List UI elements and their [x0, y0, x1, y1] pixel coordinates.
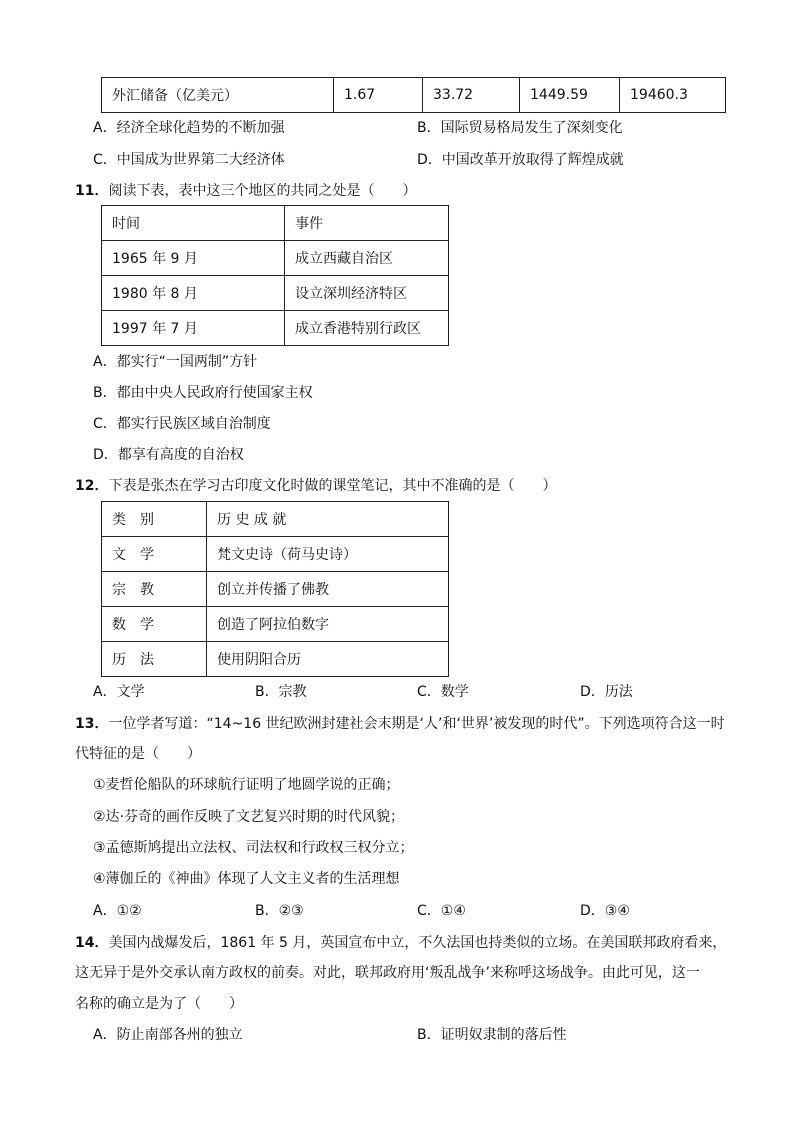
table-row — [102, 537, 449, 572]
q14-stem-line1 — [75, 932, 726, 952]
q14-stem-line3: 名称的确立是为了（ ） — [75, 996, 243, 1012]
table-cell: 历 法 — [102, 642, 207, 677]
q11-option-a: A．都实行“一国两制”方针 — [93, 354, 258, 370]
table-row — [102, 311, 449, 346]
q13-option-c: C．①④ — [417, 903, 466, 919]
q13-stem-line2: 代特征的是（ ） — [75, 746, 201, 762]
q14-stem-line2: 这无异于是外交承认南方政权的前奏。对此，联邦政府用‘叛乱战争’来称呼这场战争。由此可见，这一 — [75, 965, 700, 981]
table-cell: 梵文史诗（荷马史诗） — [207, 537, 449, 572]
table-cell: 33.72 — [423, 78, 520, 113]
q13-option-b: B．②③ — [255, 903, 304, 919]
q10-option-b: B．国际贸易格局发生了深刻变化 — [417, 120, 623, 136]
table-cell: 创立并传播了佛教 — [207, 572, 449, 607]
q14-option-a: A．防止南部各州的独立 — [93, 1027, 243, 1043]
table-row — [102, 276, 449, 311]
table-cell: 1997 年 7 月 — [102, 311, 285, 346]
q10-option-c: C．中国成为世界第二大经济体 — [93, 152, 285, 168]
q10-option-d: D．中国改革开放取得了辉煌成就 — [417, 152, 624, 168]
q12-text: 下表是张杰在学习古印度文化时做的课堂笔记，其中不准确的是（ ） — [108, 478, 557, 494]
q12-option-d: D．历法 — [580, 684, 633, 700]
table-cell: 宗 教 — [102, 572, 207, 607]
q13-option-a: A．①② — [93, 903, 142, 919]
q11-table — [101, 205, 449, 346]
q12-option-a: A．文学 — [93, 684, 145, 700]
table-header: 事件 — [285, 206, 449, 241]
q11-option-d: D．都享有高度的自治权 — [93, 447, 244, 463]
table-header: 类 别 — [102, 502, 207, 537]
table-cell: 成立西藏自治区 — [285, 241, 449, 276]
table-cell: 1965 年 9 月 — [102, 241, 285, 276]
table-cell: 设立深圳经济特区 — [285, 276, 449, 311]
q12-number: 12． — [75, 478, 109, 494]
table-row — [102, 78, 726, 113]
q13-text: 一位学者写道：“14~16 世纪欧洲封建社会末期是‘人’和‘世界’被发现的时代”。下列选项符合这一时 — [108, 716, 725, 732]
q13-item-1: ①麦哲伦船队的环球航行证明了地圆学说的正确； — [93, 777, 400, 793]
table-header: 历 史 成 就 — [207, 502, 449, 537]
forex-reserve-table — [101, 77, 726, 113]
q13-number: 13． — [75, 716, 109, 732]
q11-option-b: B．都由中央人民政府行使国家主权 — [93, 385, 313, 401]
q13-item-3: ③孟德斯鸠提出立法权、司法权和行政权三权分立； — [93, 840, 414, 856]
table-row — [102, 502, 449, 537]
q11-stem — [75, 180, 416, 200]
q10-option-a: A．经济全球化趋势的不断加强 — [93, 120, 285, 136]
q13-option-d: D．③④ — [580, 903, 630, 919]
q14-number: 14． — [75, 935, 109, 951]
table-row — [102, 607, 449, 642]
table-cell: 19460.3 — [620, 78, 726, 113]
table-row — [102, 241, 449, 276]
q14-option-b: B．证明奴隶制的落后性 — [417, 1027, 567, 1043]
q13-stem-line1 — [75, 713, 725, 733]
q12-option-b: B．宗教 — [255, 684, 307, 700]
table-cell: 文 学 — [102, 537, 207, 572]
table-cell: 数 学 — [102, 607, 207, 642]
q13-item-4: ④薄伽丘的《神曲》体现了人文主义者的生活理想 — [93, 871, 400, 887]
q13-item-2: ②达·芬奇的画作反映了文艺复兴时期的时代风貌； — [93, 809, 404, 825]
table-cell: 1449.59 — [520, 78, 620, 113]
q12-option-c: C．数学 — [417, 684, 469, 700]
table-cell: 1.67 — [334, 78, 423, 113]
table-cell: 创造了阿拉伯数字 — [207, 607, 449, 642]
table-cell: 使用阴阳合历 — [207, 642, 449, 677]
table-row — [102, 642, 449, 677]
table-cell: 1980 年 8 月 — [102, 276, 285, 311]
q12-table — [101, 501, 449, 677]
table-row — [102, 206, 449, 241]
q12-stem — [75, 475, 556, 495]
q11-text: 阅读下表，表中这三个地区的共同之处是（ ） — [108, 183, 417, 199]
q14-text: 美国内战爆发后，1861 年 5 月，英国宣布中立，不久法国也持类似的立场。在美国联邦政府看来， — [108, 935, 727, 951]
q11-number: 11． — [75, 183, 109, 199]
table-header: 时间 — [102, 206, 285, 241]
table-cell: 成立香港特别行政区 — [285, 311, 449, 346]
table-row — [102, 572, 449, 607]
q11-option-c: C．都实行民族区域自治制度 — [93, 416, 271, 432]
table-cell: 外汇储备（亿美元） — [102, 78, 334, 113]
